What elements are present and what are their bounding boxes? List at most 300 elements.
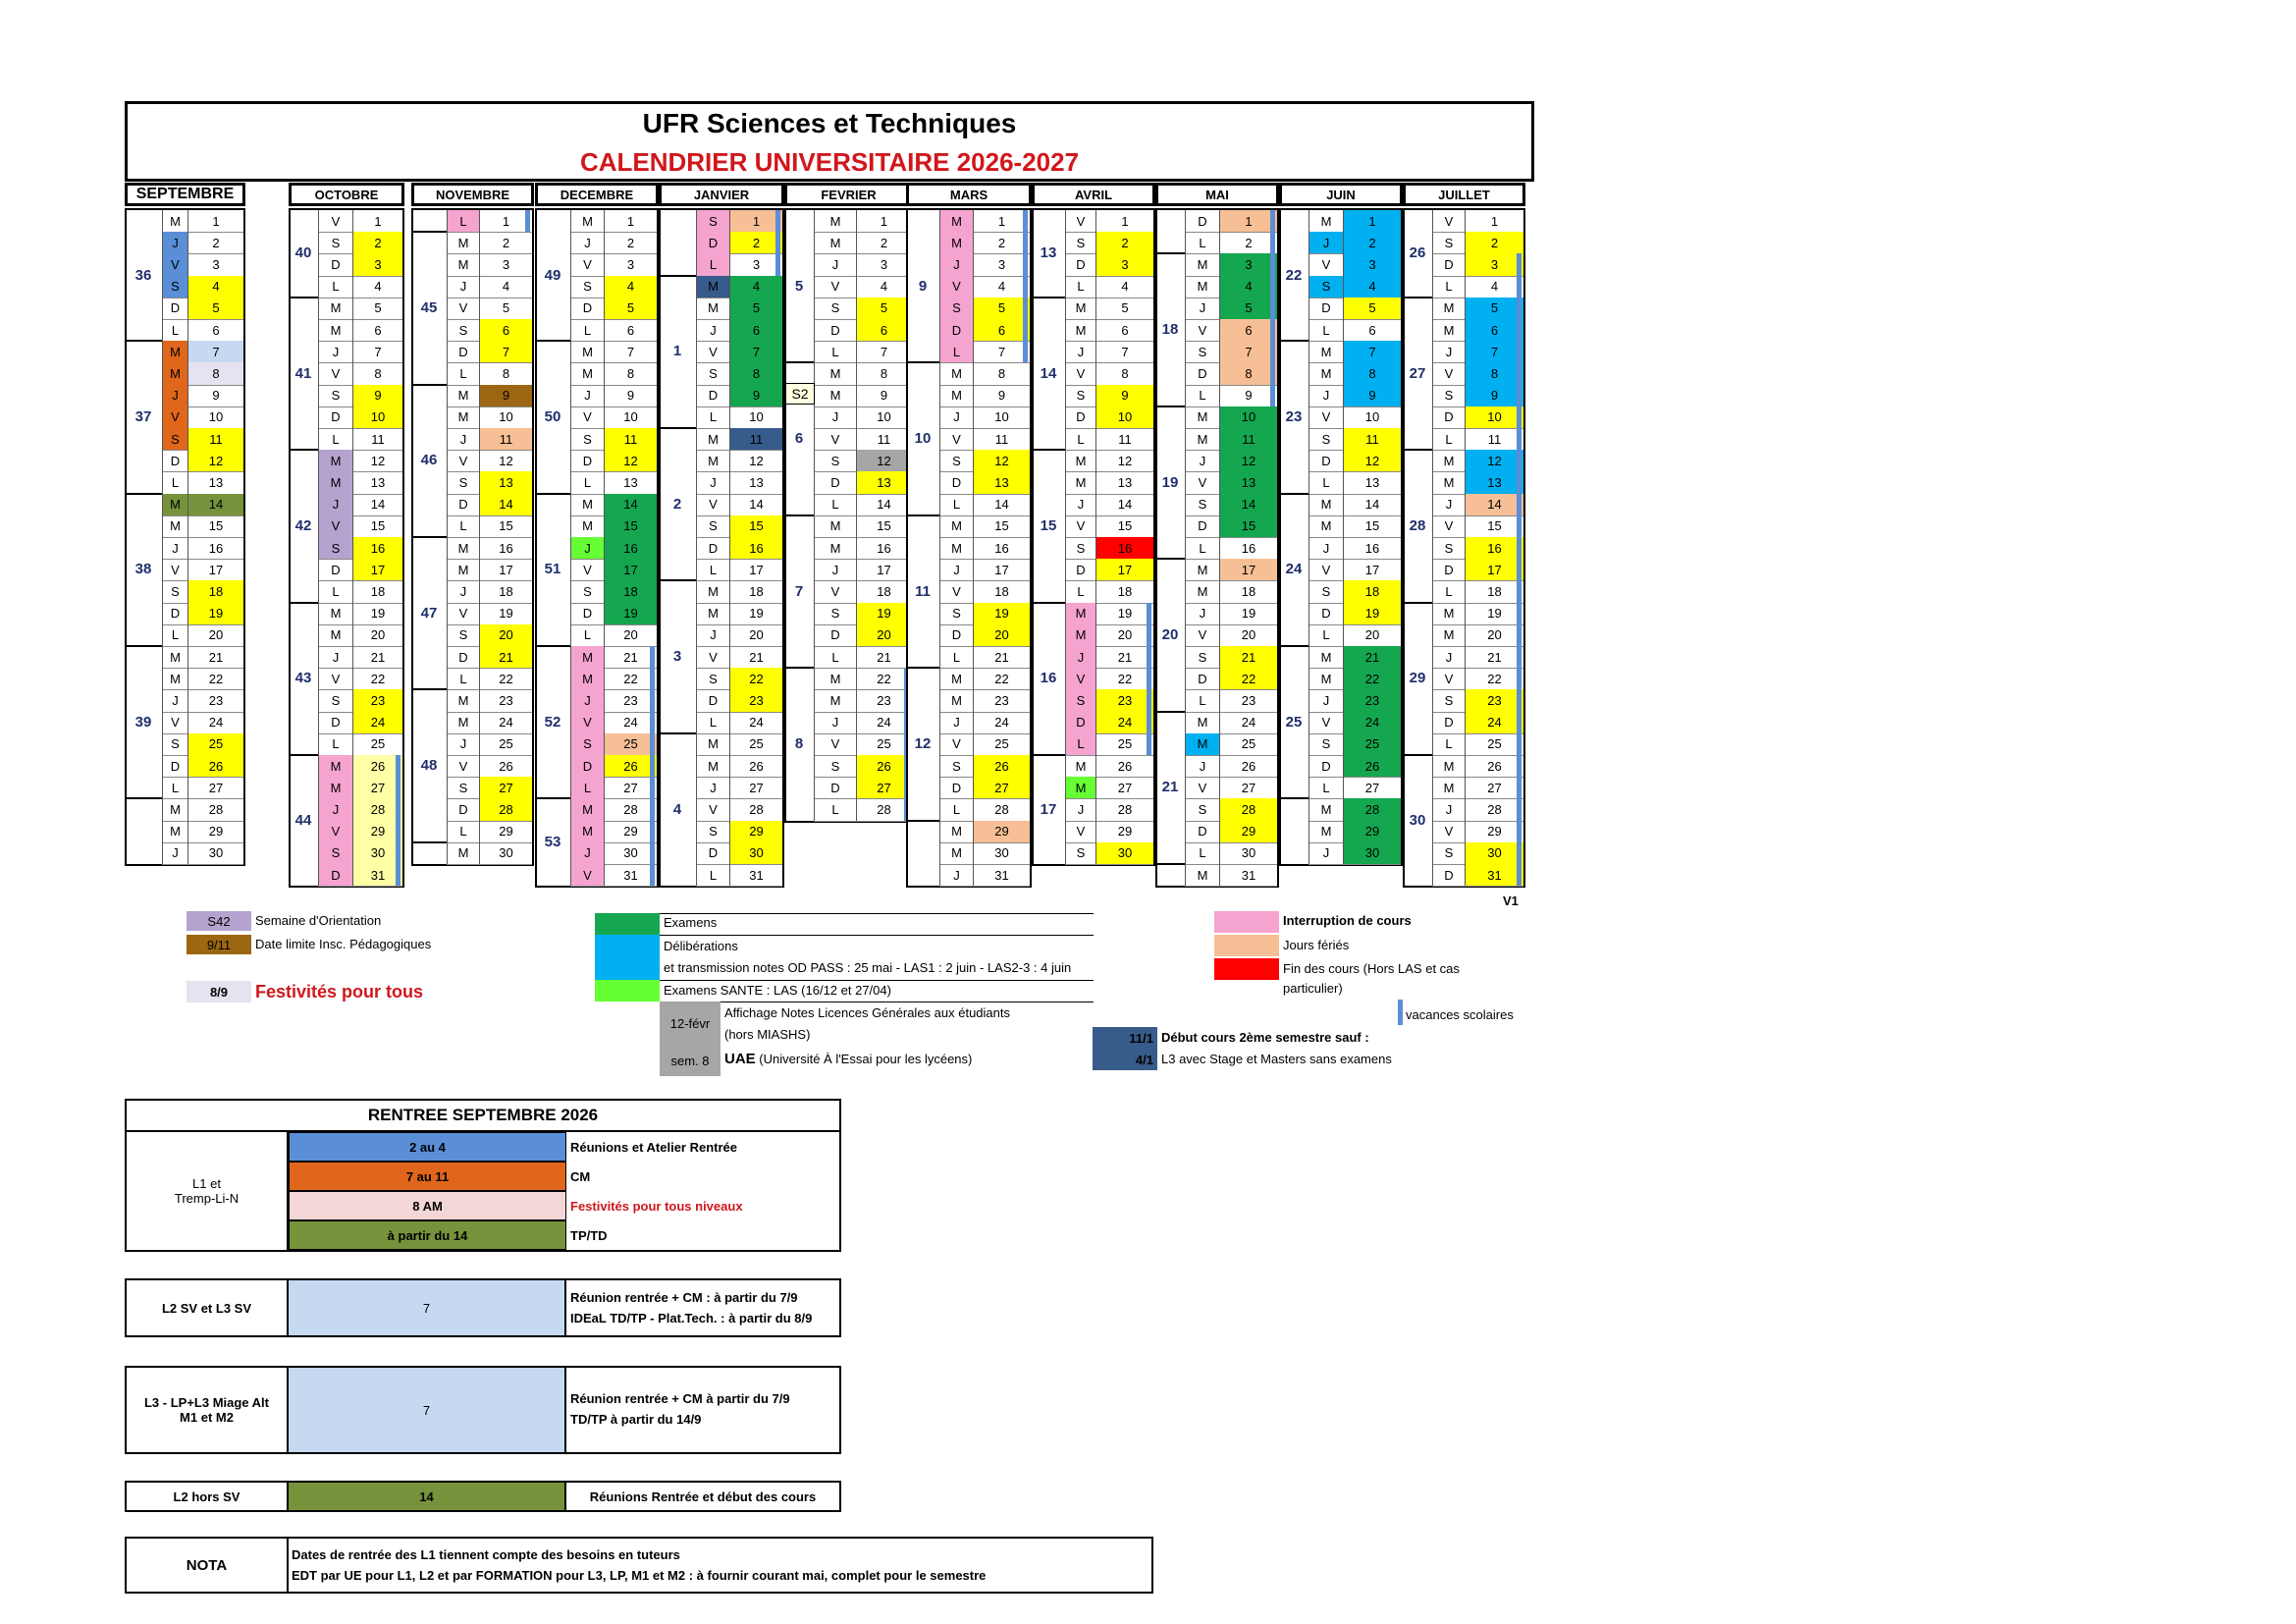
day-number: 29 [1344, 821, 1401, 842]
day-number: 11 [877, 431, 891, 447]
day-letter: J [1432, 798, 1466, 820]
day-number: 28 [208, 801, 224, 817]
day-number: 3 [752, 256, 761, 272]
day-number: 8 [1121, 365, 1129, 381]
week-number: 27 [1409, 364, 1426, 382]
day-letter: V [939, 428, 974, 450]
day-number: 30 [623, 845, 638, 861]
day-number: 7 [480, 341, 532, 362]
week-separator [906, 820, 939, 822]
day-number: 3 [626, 256, 635, 272]
day-letter: S [814, 450, 857, 471]
day-letter: V [939, 580, 974, 602]
day-number: 19 [1117, 606, 1133, 622]
row-divider [1432, 886, 1523, 887]
legend-divider [660, 980, 1094, 981]
day-letter: J [1308, 689, 1344, 711]
week-number: 47 [420, 604, 438, 622]
day-letter: M [1185, 712, 1220, 733]
day-letter: M [696, 276, 730, 298]
day-letter: L [1432, 733, 1466, 755]
day-number: 6 [1466, 319, 1523, 341]
day-number: 1 [1490, 213, 1499, 229]
day-letter: D [814, 624, 857, 646]
day-number: 17 [1096, 559, 1153, 580]
day-letter: J [1432, 494, 1466, 515]
day-number: 17 [749, 562, 764, 577]
day-letter: S [318, 537, 353, 559]
day-letter: M [1065, 603, 1096, 624]
day-number: 28 [749, 801, 764, 817]
week-separator [784, 361, 814, 363]
week-number: 18 [1161, 321, 1179, 339]
day-number: 22 [499, 671, 513, 686]
day-number: 24 [1096, 712, 1153, 733]
week-number: 13 [1040, 244, 1057, 262]
day-letter: M [162, 494, 188, 515]
day-number: 25 [994, 736, 1009, 752]
day-letter: V [1065, 362, 1096, 384]
day-number: 13 [857, 471, 911, 493]
day-letter: M [162, 362, 188, 384]
day-number: 25 [749, 736, 764, 752]
day-letter: V [570, 406, 605, 428]
day-number: 10 [877, 409, 891, 425]
day-number: 24 [353, 712, 402, 733]
day-number: 9 [1344, 385, 1401, 406]
s2-marker: S2 [785, 383, 815, 405]
day-number: 20 [208, 627, 224, 643]
day-letter: L [1432, 580, 1466, 602]
day-number: 16 [730, 537, 782, 559]
jours-feries-swatch [1214, 935, 1279, 956]
day-letter: M [1308, 798, 1344, 820]
day-letter: J [696, 777, 730, 798]
day-number: 26 [188, 755, 243, 777]
day-letter: M [447, 689, 480, 711]
day-number: 19 [499, 606, 513, 622]
day-number: 13 [1220, 471, 1277, 493]
row-divider [318, 886, 402, 887]
day-number: 4 [1121, 279, 1129, 295]
day-number: 30 [1241, 845, 1256, 861]
day-letter: M [1185, 580, 1220, 602]
day-letter: M [814, 689, 857, 711]
day-letter: M [447, 232, 480, 253]
day-letter: M [162, 515, 188, 537]
day-letter: V [1185, 471, 1220, 493]
day-number: 17 [605, 559, 657, 580]
day-letter: M [1308, 341, 1344, 362]
day-number: 1 [626, 213, 635, 229]
day-letter: J [1065, 494, 1096, 515]
day-letter: M [814, 668, 857, 689]
day-letter: S [447, 777, 480, 798]
day-number: 17 [1220, 559, 1277, 580]
day-number: 30 [499, 845, 513, 861]
day-number: 10 [1220, 406, 1277, 428]
day-number: 27 [623, 780, 638, 795]
day-number: 23 [1096, 689, 1153, 711]
day-number: 30 [353, 842, 402, 864]
day-letter: D [318, 253, 353, 275]
month-header: JANVIER [659, 183, 784, 206]
day-number: 27 [857, 777, 911, 798]
page-subtitle: CALENDRIER UNIVERSITAIRE 2026-2027 [579, 147, 1080, 177]
day-number: 8 [997, 365, 1006, 381]
day-number: 15 [499, 518, 513, 534]
day-letter: V [162, 253, 188, 275]
day-letter: D [939, 777, 974, 798]
day-letter: M [939, 842, 974, 864]
day-number: 18 [1117, 583, 1133, 599]
day-number: 14 [1364, 497, 1380, 513]
day-letter: M [447, 559, 480, 580]
day-letter: D [162, 755, 188, 777]
rentree-l1-label-2: Tremp-Li-N [174, 1191, 240, 1206]
day-number: 24 [1344, 712, 1401, 733]
day-letter: J [318, 798, 353, 820]
week-separator [1279, 797, 1308, 799]
week-number: 2 [672, 495, 682, 513]
week-number: 30 [1409, 811, 1426, 829]
day-letter: M [447, 842, 480, 864]
day-letter: V [318, 515, 353, 537]
day-letter: J [162, 537, 188, 559]
day-number: 25 [188, 733, 243, 755]
day-letter: D [318, 559, 353, 580]
rentree-l2sv-box [125, 1278, 841, 1337]
day-number: 18 [994, 583, 1009, 599]
day-number: 28 [1344, 798, 1401, 820]
day-number: 2 [502, 235, 510, 250]
day-number: 2 [1245, 235, 1253, 250]
day-number: 22 [1487, 671, 1502, 686]
day-number: 22 [877, 671, 891, 686]
day-letter: M [1432, 298, 1466, 319]
day-number: 13 [208, 474, 224, 490]
day-number: 15 [605, 515, 657, 537]
day-number: 27 [1487, 780, 1502, 795]
day-number: 22 [730, 668, 782, 689]
day-number: 22 [994, 671, 1009, 686]
day-number: 14 [605, 494, 657, 515]
day-number: 29 [1117, 824, 1133, 839]
day-letter: L [318, 276, 353, 298]
day-number: 22 [370, 671, 386, 686]
day-letter: M [570, 210, 605, 232]
day-letter: S [1065, 689, 1096, 711]
day-number: 5 [1220, 298, 1277, 319]
day-letter: M [162, 821, 188, 842]
day-number: 23 [1241, 692, 1256, 708]
legend-divider [660, 913, 1094, 914]
week-number: 46 [420, 452, 438, 469]
day-letter: M [814, 385, 857, 406]
day-number: 21 [1344, 646, 1401, 668]
day-letter: M [447, 385, 480, 406]
day-letter: M [696, 755, 730, 777]
day-number: 21 [480, 646, 532, 668]
day-letter: L [1065, 733, 1096, 755]
day-letter: M [1185, 406, 1220, 428]
day-number: 18 [877, 583, 891, 599]
day-letter: J [162, 385, 188, 406]
day-number: 5 [1466, 298, 1523, 319]
day-letter: M [1308, 362, 1344, 384]
week-separator [1032, 297, 1065, 298]
day-number: 15 [1487, 518, 1502, 534]
week-separator [535, 340, 570, 342]
day-letter: D [318, 406, 353, 428]
day-letter: V [447, 755, 480, 777]
week-number: 6 [794, 430, 804, 448]
rentree-l3-box [125, 1366, 841, 1454]
day-letter: J [318, 646, 353, 668]
day-letter: J [1432, 341, 1466, 362]
day-number: 15 [1364, 518, 1380, 534]
nota-text-1: Dates de rentrée des L1 tiennent compte des besoins en tuteurs [292, 1546, 680, 1562]
day-letter: S [814, 755, 857, 777]
day-number: 27 [208, 780, 224, 795]
day-letter: L [1065, 276, 1096, 298]
day-letter: M [1308, 668, 1344, 689]
day-letter: S [1185, 341, 1220, 362]
day-number: 9 [1245, 388, 1253, 404]
day-number: 11 [1220, 428, 1277, 450]
day-letter: M [570, 494, 605, 515]
day-number: 6 [212, 322, 220, 338]
day-number: 14 [480, 494, 532, 515]
day-number: 6 [1121, 322, 1129, 338]
day-letter: J [1185, 298, 1220, 319]
day-number: 25 [1344, 733, 1401, 755]
uae-swatch: sem. 8 [660, 1045, 721, 1076]
week-separator [1155, 558, 1185, 560]
day-letter: J [570, 689, 605, 711]
day-number: 29 [208, 824, 224, 839]
day-letter: M [939, 232, 974, 253]
day-letter: V [447, 298, 480, 319]
day-number: 21 [623, 649, 638, 665]
day-letter: D [696, 842, 730, 864]
day-letter: V [696, 646, 730, 668]
month-header: DECEMBRE [535, 183, 659, 206]
day-letter: D [1432, 406, 1466, 428]
day-number: 23 [1466, 689, 1523, 711]
day-number: 1 [1344, 210, 1401, 232]
day-letter: D [1432, 253, 1466, 275]
page-title: UFR Sciences et Techniques [642, 108, 1017, 138]
day-number: 9 [1466, 385, 1523, 406]
week-separator [906, 514, 939, 516]
sante-legend: Examens SANTE : LAS (16/12 et 27/04) [664, 983, 891, 998]
day-number: 18 [499, 583, 513, 599]
rentree-l1-date-3: 8 AM [289, 1191, 566, 1220]
day-letter: M [814, 210, 857, 232]
day-number: 10 [353, 406, 402, 428]
day-number: 23 [877, 692, 891, 708]
rentree-l2sv-text-1: Réunion rentrée + CM : à partir du 7/9 [570, 1289, 798, 1305]
week-separator [659, 579, 696, 581]
day-number: 25 [1241, 736, 1256, 752]
week-separator [125, 645, 162, 647]
day-letter: J [447, 580, 480, 602]
day-letter: L [814, 494, 857, 515]
row-divider [1065, 864, 1153, 865]
day-letter: V [814, 428, 857, 450]
day-letter: J [162, 842, 188, 864]
week-separator [659, 275, 696, 277]
row-divider [939, 886, 1030, 887]
day-number: 25 [1117, 736, 1133, 752]
day-number: 11 [480, 428, 532, 450]
day-letter: D [1432, 712, 1466, 733]
day-letter: M [1065, 319, 1096, 341]
day-number: 29 [499, 824, 513, 839]
day-letter: V [814, 580, 857, 602]
day-number: 8 [1220, 362, 1277, 384]
day-number: 22 [1220, 668, 1277, 689]
day-letter: S [570, 580, 605, 602]
day-letter: L [447, 668, 480, 689]
day-number: 5 [1344, 298, 1401, 319]
day-number: 12 [370, 453, 386, 468]
day-number: 9 [1096, 385, 1153, 406]
day-letter: M [939, 210, 974, 232]
day-letter: M [1432, 319, 1466, 341]
day-letter: J [570, 537, 605, 559]
week-separator [1279, 340, 1308, 342]
day-letter: M [1308, 646, 1344, 668]
day-letter: D [696, 537, 730, 559]
day-number: 6 [730, 319, 782, 341]
day-number: 17 [353, 559, 402, 580]
week-number: 19 [1161, 473, 1179, 491]
day-letter: V [1432, 210, 1466, 232]
day-letter: L [447, 821, 480, 842]
day-letter: J [1308, 842, 1344, 864]
day-letter: M [696, 298, 730, 319]
day-number: 7 [730, 341, 782, 362]
day-number: 8 [502, 365, 510, 381]
day-number: 28 [1117, 801, 1133, 817]
day-number: 10 [1364, 409, 1380, 425]
day-letter: L [1065, 428, 1096, 450]
week-separator [125, 797, 162, 799]
day-number: 23 [353, 689, 402, 711]
day-number: 13 [623, 474, 638, 490]
day-number: 19 [605, 603, 657, 624]
day-number: 26 [499, 758, 513, 774]
day-letter: L [447, 515, 480, 537]
day-number: 20 [1241, 627, 1256, 643]
day-number: 8 [374, 365, 382, 381]
day-letter: J [447, 428, 480, 450]
month-header: AVRIL [1032, 183, 1155, 206]
week-number: 7 [794, 582, 804, 600]
day-letter: M [162, 798, 188, 820]
month-header: OCTOBRE [289, 183, 404, 206]
day-number: 24 [994, 715, 1009, 731]
day-number: 13 [749, 474, 764, 490]
day-letter: L [447, 362, 480, 384]
rentree-l2hors-text: Réunions Rentrée et début des cours [589, 1489, 817, 1504]
day-number: 1 [730, 210, 782, 232]
day-letter: D [696, 385, 730, 406]
rentree-l3-label-1: L3 - LP+L3 Miage Alt [143, 1395, 269, 1410]
rentree-l2sv-text-2: IDEaL TD/TP - Plat.Tech. : à partir du 8/9 [570, 1310, 813, 1326]
day-letter: L [939, 494, 974, 515]
examens-legend: Examens [664, 915, 718, 930]
day-letter: M [1308, 515, 1344, 537]
day-letter: M [318, 624, 353, 646]
day-letter: L [570, 471, 605, 493]
rentree-l2hors-box [125, 1481, 841, 1512]
week-number: 1 [672, 343, 682, 360]
day-number: 16 [994, 540, 1009, 556]
week-number: 11 [915, 582, 931, 600]
day-letter: V [1432, 821, 1466, 842]
day-number: 14 [877, 497, 891, 513]
day-number: 28 [1220, 798, 1277, 820]
day-number: 30 [1344, 842, 1401, 864]
day-number: 23 [499, 692, 513, 708]
orientation-legend: Semaine d'Orientation [255, 913, 382, 928]
day-number: 16 [208, 540, 224, 556]
week-number: 22 [1285, 266, 1303, 284]
day-number: 2 [880, 235, 888, 250]
day-letter: S [1432, 537, 1466, 559]
day-letter: M [696, 428, 730, 450]
day-letter: J [1185, 755, 1220, 777]
day-number: 24 [877, 715, 891, 731]
day-number: 10 [749, 409, 764, 425]
week-separator [289, 754, 318, 756]
week-separator [659, 732, 696, 734]
day-letter: S [696, 821, 730, 842]
week-number: 41 [294, 364, 312, 382]
day-letter: S [1065, 842, 1096, 864]
day-number: 19 [188, 603, 243, 624]
week-number: 43 [294, 670, 312, 687]
day-number: 9 [626, 388, 635, 404]
day-letter: L [696, 406, 730, 428]
vacances-bar [650, 646, 655, 886]
debut-s2-legend-1: Début cours 2ème semestre sauf : [1161, 1030, 1369, 1045]
festivites-legend: Festivités pour tous [255, 982, 424, 1001]
day-letter: M [570, 798, 605, 820]
day-number: 25 [605, 733, 657, 755]
vacances-bar [1517, 253, 1522, 886]
day-number: 7 [626, 344, 635, 359]
day-number: 11 [371, 431, 385, 447]
day-number: 16 [353, 537, 402, 559]
day-number: 21 [749, 649, 764, 665]
day-letter: L [570, 624, 605, 646]
fin-cours-swatch [1214, 958, 1279, 980]
day-letter: D [1308, 603, 1344, 624]
day-letter: D [318, 712, 353, 733]
day-letter: M [939, 515, 974, 537]
day-letter: J [939, 864, 974, 886]
day-number: 3 [997, 256, 1006, 272]
day-number: 9 [730, 385, 782, 406]
day-number: 27 [749, 780, 764, 795]
day-letter: J [1432, 646, 1466, 668]
day-number: 28 [623, 801, 638, 817]
day-number: 23 [1344, 689, 1401, 711]
